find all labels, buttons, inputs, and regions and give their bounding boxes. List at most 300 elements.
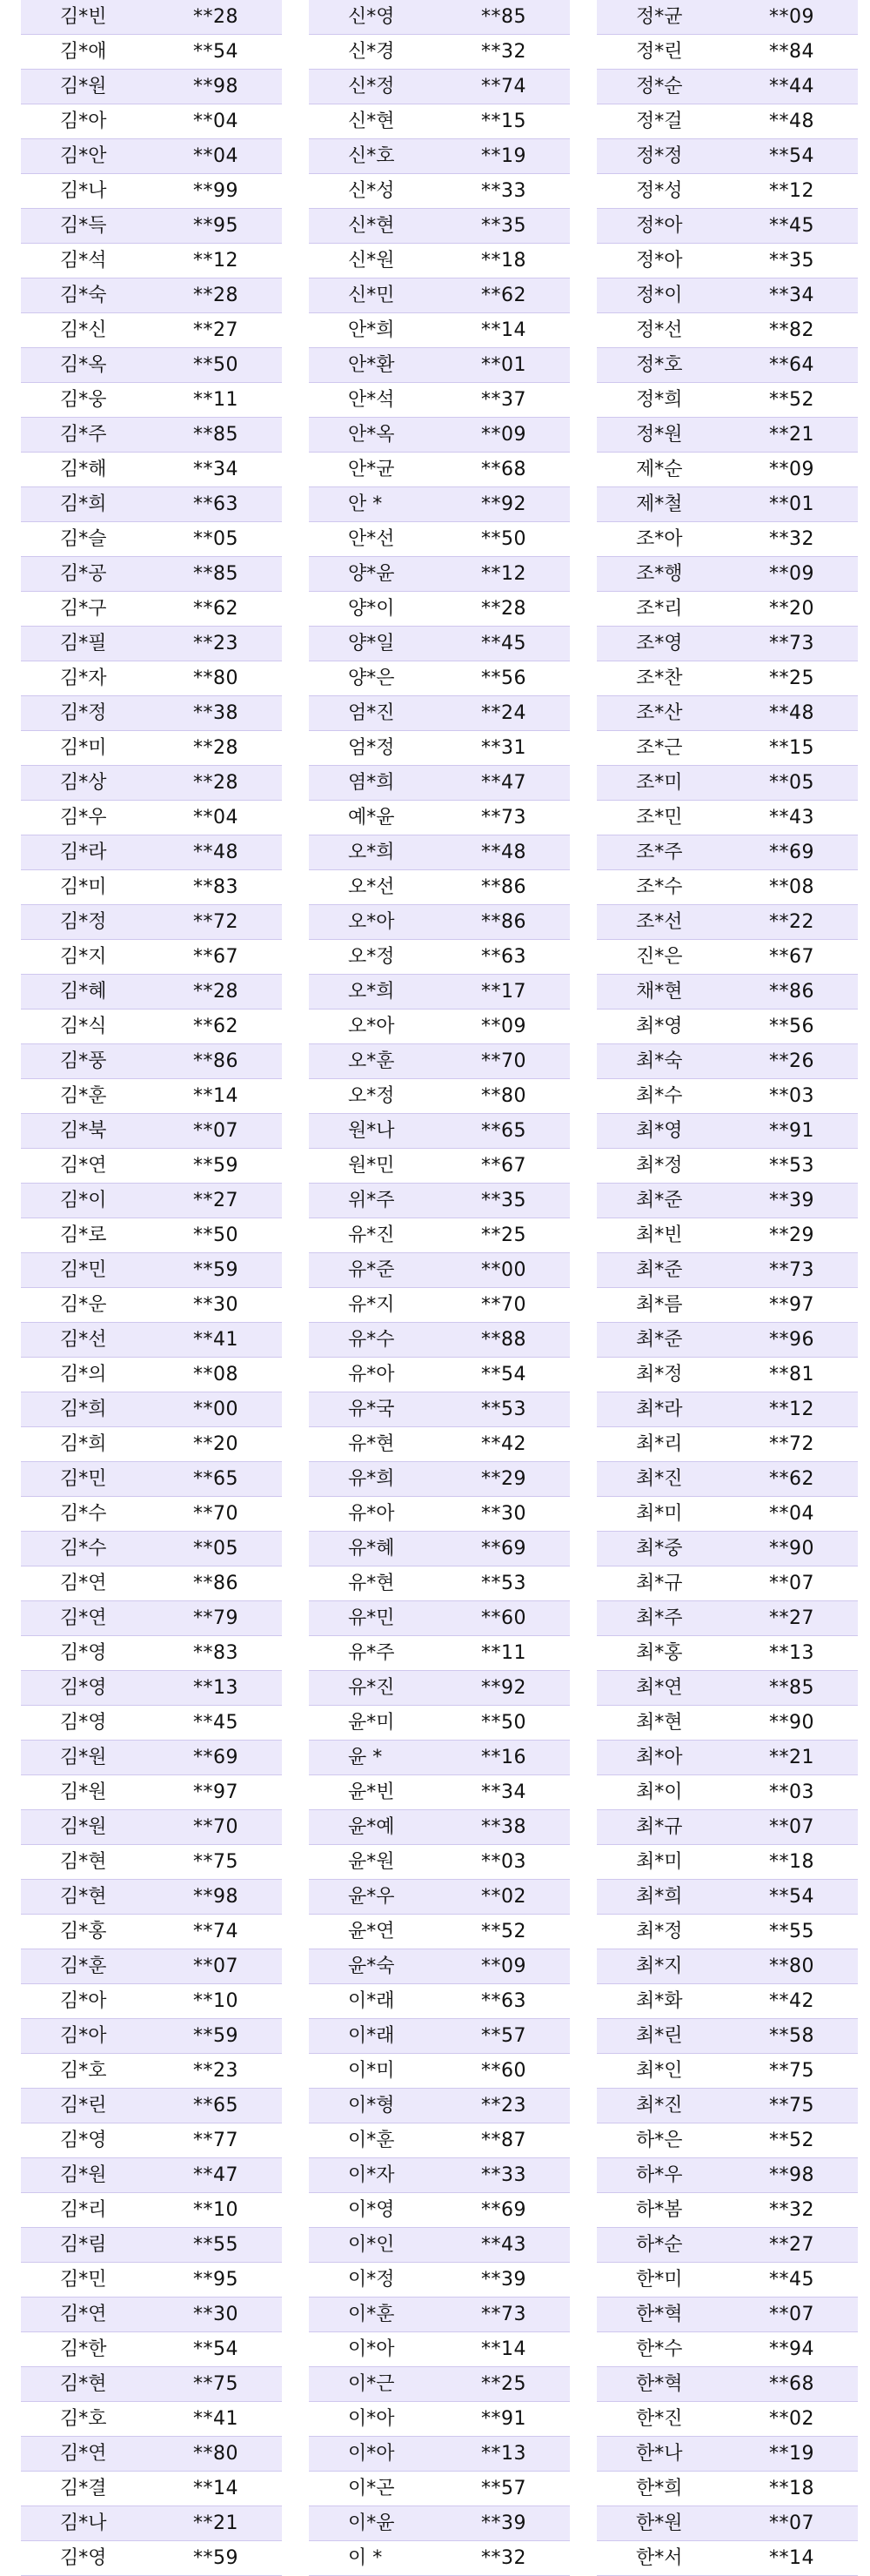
list-row [21,1741,282,1775]
masked-name: 최*아 [636,1747,683,1768]
masked-number: **01 [769,493,814,515]
list-row [597,0,858,35]
list-row [597,2054,858,2089]
masked-number: **27 [193,319,238,341]
list-row [21,244,282,278]
masked-number: **73 [769,1259,814,1281]
masked-name: 김*영 [60,2547,107,2569]
masked-name: 김*우 [60,807,107,828]
masked-number: **32 [769,2199,814,2221]
list-row [309,139,570,174]
masked-name: 이*인 [348,2234,395,2256]
masked-number: **70 [193,1503,238,1525]
masked-name: 오*훈 [348,1050,395,1072]
masked-name: 이*윤 [348,2512,395,2534]
masked-number: **58 [769,2025,814,2047]
masked-number: **70 [193,1816,238,1838]
list-row [597,1358,858,1392]
list-row [21,487,282,522]
masked-name: 정*원 [636,424,683,446]
list-row [21,2228,282,2263]
masked-number: **41 [193,2408,238,2430]
masked-name: 이*훈 [348,2304,395,2325]
masked-number: **07 [193,1955,238,1977]
list-row [597,1671,858,1706]
masked-number: **20 [769,598,814,620]
masked-number: **23 [481,2095,526,2116]
list-row [309,592,570,627]
list-row [21,522,282,557]
list-row [309,1949,570,1984]
masked-name: 안*희 [348,319,395,341]
masked-name: 김*민 [60,1468,107,1490]
masked-name: 제*철 [636,493,683,515]
masked-name: 김*웅 [60,389,107,411]
masked-number: **44 [769,76,814,97]
masked-name: 김*연 [60,1607,107,1629]
masked-name: 김*연 [60,1155,107,1177]
masked-number: **21 [769,1747,814,1768]
masked-name: 유*지 [348,1294,395,1316]
masked-number: **97 [193,1781,238,1803]
masked-number: **86 [481,911,526,933]
masked-number: **34 [481,1781,526,1803]
masked-number: **39 [481,2269,526,2291]
masked-name: 윤*숙 [348,1955,395,1977]
masked-name: 정*성 [636,180,683,202]
masked-number: **25 [481,1224,526,1246]
list-row [597,418,858,453]
list-row [21,1392,282,1427]
list-row [597,174,858,209]
list-row [309,1671,570,1706]
list-row [597,2263,858,2298]
masked-number: **79 [193,1607,238,1629]
masked-number: **73 [481,807,526,828]
list-row [597,453,858,487]
masked-name: 김*한 [60,2338,107,2360]
masked-name: 원*나 [348,1120,395,1142]
masked-number: **60 [481,1607,526,1629]
masked-name: 예*윤 [348,807,395,828]
list-row [21,1949,282,1984]
masked-name: 김*원 [60,1747,107,1768]
list-row [597,801,858,835]
masked-name: 정*이 [636,285,683,306]
masked-number: **62 [481,285,526,306]
masked-name: 최*규 [636,1816,683,1838]
masked-name: 김*미 [60,876,107,898]
masked-name: 최*중 [636,1538,683,1560]
list-row [21,174,282,209]
masked-number: **85 [769,1677,814,1699]
masked-number: **54 [193,2338,238,2360]
list-row [597,209,858,244]
masked-name: 오*아 [348,1016,395,1037]
masked-name: 한*혁 [636,2373,683,2395]
masked-name: 안*석 [348,389,395,411]
masked-number: **04 [193,145,238,167]
masked-number: **28 [193,6,238,28]
masked-name: 유*아 [348,1503,395,1525]
list-row [309,2506,570,2541]
masked-number: **27 [193,1190,238,1211]
masked-number: **03 [481,1851,526,1873]
list-row [597,1775,858,1810]
list-row [309,1079,570,1114]
masked-name: 김*원 [60,1816,107,1838]
list-row [597,1114,858,1149]
masked-name: 엄*진 [348,702,395,724]
list-row [309,1497,570,1532]
list-row [21,2158,282,2193]
masked-number: **55 [193,2234,238,2256]
masked-name: 신*원 [348,250,395,272]
masked-number: **30 [481,1503,526,1525]
list-row [597,1010,858,1044]
masked-name: 양*이 [348,598,395,620]
list-row [21,1288,282,1323]
list-row [21,1462,282,1497]
masked-name: 김*민 [60,2269,107,2291]
masked-number: **98 [193,76,238,97]
masked-name: 유*국 [348,1399,395,1420]
list-row [21,1427,282,1462]
list-row [597,1044,858,1079]
masked-number: **91 [769,1120,814,1142]
masked-number: **52 [481,1921,526,1942]
masked-name: 김*옥 [60,354,107,376]
masked-name: 이*아 [348,2408,395,2430]
list-row [309,244,570,278]
list-row [597,1497,858,1532]
masked-name: 김*식 [60,1016,107,1037]
list-row [21,2437,282,2472]
list-row [597,1566,858,1601]
list-row [21,104,282,139]
list-row [21,1566,282,1601]
masked-name: 유*주 [348,1642,395,1664]
masked-name: 김*슬 [60,528,107,550]
list-row [309,348,570,383]
masked-name: 정*순 [636,76,683,97]
list-row [21,35,282,70]
masked-number: **27 [769,2234,814,2256]
masked-number: **22 [769,911,814,933]
list-row [309,70,570,104]
list-row [309,2158,570,2193]
name-column-1 [21,0,282,2576]
masked-number: **32 [769,528,814,550]
masked-name: 안*환 [348,354,395,376]
masked-number: **57 [481,2478,526,2499]
masked-number: **83 [193,1642,238,1664]
masked-name: 최*준 [636,1329,683,1351]
masked-number: **73 [481,2304,526,2325]
list-row [597,383,858,418]
list-row [309,1845,570,1880]
masked-number: **11 [193,389,238,411]
masked-name: 조*리 [636,598,683,620]
masked-name: 신*성 [348,180,395,202]
masked-number: **39 [769,1190,814,1211]
masked-name: 김*석 [60,250,107,272]
masked-number: **48 [193,842,238,863]
list-row [309,1358,570,1392]
list-row [309,2298,570,2332]
masked-number: **90 [769,1538,814,1560]
masked-name: 엄*정 [348,737,395,759]
masked-number: **19 [481,145,526,167]
masked-number: **75 [769,2060,814,2082]
masked-number: **50 [193,354,238,376]
masked-name: 김*원 [60,1781,107,1803]
masked-number: **67 [769,946,814,968]
masked-name: 윤*빈 [348,1781,395,1803]
masked-name: 김*희 [60,1399,107,1420]
masked-number: **39 [481,2512,526,2534]
masked-number: **52 [769,2130,814,2151]
list-row [309,1984,570,2019]
masked-number: **18 [481,250,526,272]
list-row [597,522,858,557]
list-row [597,1636,858,1671]
masked-name: 김*자 [60,667,107,689]
masked-name: 신*호 [348,145,395,167]
list-row [597,1149,858,1184]
list-row [309,557,570,592]
masked-name: 조*찬 [636,667,683,689]
masked-number: **69 [193,1747,238,1768]
list-row [597,70,858,104]
masked-name: 정*아 [636,250,683,272]
list-row [309,0,570,35]
masked-number: **84 [769,41,814,63]
masked-number: **29 [769,1224,814,1246]
masked-name: 정*희 [636,389,683,411]
masked-number: **14 [193,1085,238,1107]
masked-name: 김*북 [60,1120,107,1142]
list-row [597,1880,858,1915]
masked-number: **19 [769,2443,814,2465]
masked-number: **75 [769,2095,814,2116]
masked-name: 김*해 [60,459,107,480]
masked-number: **65 [193,1468,238,1490]
masked-name: 이*래 [348,2025,395,2047]
masked-name: 김*훈 [60,1955,107,1977]
masked-name: 하*은 [636,2130,683,2151]
list-row [597,35,858,70]
masked-number: **88 [481,1329,526,1351]
list-row [309,2123,570,2158]
masked-number: **38 [481,1816,526,1838]
list-row [597,487,858,522]
masked-number: **91 [481,2408,526,2430]
masked-number: **42 [769,1990,814,2012]
masked-number: **04 [193,807,238,828]
list-row [597,975,858,1010]
masked-number: **48 [481,842,526,863]
masked-number: **09 [769,459,814,480]
list-row [597,104,858,139]
list-row [21,2506,282,2541]
masked-number: **07 [769,2304,814,2325]
masked-name: 유*수 [348,1329,395,1351]
masked-name: 한*수 [636,2338,683,2360]
list-row [21,1532,282,1566]
list-row [597,2228,858,2263]
list-row [309,975,570,1010]
masked-number: **35 [769,250,814,272]
list-row [21,1671,282,1706]
masked-number: **15 [769,737,814,759]
list-row [597,2472,858,2506]
masked-number: **85 [193,424,238,446]
masked-number: **09 [481,424,526,446]
list-row [309,1010,570,1044]
masked-name: 위*주 [348,1190,395,1211]
masked-name: 조*영 [636,633,683,654]
masked-name: 김*호 [60,2408,107,2430]
list-row [21,1775,282,1810]
list-row [309,2019,570,2054]
masked-number: **86 [769,981,814,1003]
masked-name: 신*현 [348,111,395,132]
masked-number: **53 [481,1573,526,1594]
masked-name: 정*정 [636,145,683,167]
masked-number: **72 [193,911,238,933]
list-row [597,905,858,940]
masked-number: **18 [769,2478,814,2499]
list-row [309,661,570,696]
masked-name: 조*행 [636,563,683,585]
masked-name: 김*림 [60,2234,107,2256]
list-row [597,278,858,313]
list-row [21,1915,282,1949]
list-row [21,453,282,487]
masked-number: **70 [481,1050,526,1072]
masked-name: 김*나 [60,2512,107,2534]
masked-name: 염*희 [348,772,395,794]
list-row [21,1149,282,1184]
list-row [597,139,858,174]
masked-number: **05 [769,772,814,794]
list-row [597,557,858,592]
masked-number: **90 [769,1712,814,1734]
masked-number: **62 [769,1468,814,1490]
masked-number: **03 [769,1085,814,1107]
masked-name: 이*아 [348,2443,395,2465]
masked-name: 김*아 [60,2025,107,2047]
masked-name: 신*경 [348,41,395,63]
list-row [21,2298,282,2332]
list-row [309,2263,570,2298]
masked-name: 김*현 [60,1851,107,1873]
list-row [597,1079,858,1114]
masked-name: 최*주 [636,1607,683,1629]
masked-number: **28 [193,981,238,1003]
masked-number: **09 [769,563,814,585]
masked-name: 유*현 [348,1433,395,1455]
masked-number: **63 [193,493,238,515]
list-row [597,2541,858,2576]
masked-number: **82 [769,319,814,341]
masked-name: 김*원 [60,76,107,97]
list-row [309,1775,570,1810]
list-row [309,1462,570,1497]
list-row [21,1358,282,1392]
list-row [597,1984,858,2019]
masked-number: **08 [193,1364,238,1385]
list-row [309,627,570,661]
masked-number: **95 [193,215,238,237]
masked-number: **52 [769,389,814,411]
masked-name: 최*화 [636,1990,683,2012]
list-row [597,2437,858,2472]
list-row [309,766,570,801]
list-row [309,313,570,348]
masked-number: **62 [193,1016,238,1037]
name-column-3 [597,0,858,2576]
masked-number: **09 [769,6,814,28]
masked-number: **59 [193,2547,238,2569]
masked-number: **69 [481,2199,526,2221]
list-row [21,348,282,383]
masked-number: **81 [769,1364,814,1385]
list-row [21,592,282,627]
list-row [597,940,858,975]
masked-name: 김*원 [60,2164,107,2186]
masked-number: **43 [769,807,814,828]
masked-name: 최*이 [636,1781,683,1803]
masked-name: 조*아 [636,528,683,550]
list-row [597,2193,858,2228]
masked-number: **02 [769,2408,814,2430]
masked-name: 오*희 [348,842,395,863]
list-row [309,1915,570,1949]
masked-name: 이*근 [348,2373,395,2395]
masked-number: **09 [481,1955,526,1977]
masked-number: **38 [193,702,238,724]
list-row [309,1253,570,1288]
masked-name: 오*선 [348,876,395,898]
masked-number: **85 [193,563,238,585]
masked-number: **13 [481,2443,526,2465]
list-row [309,2228,570,2263]
masked-name: 김*아 [60,111,107,132]
masked-number: **09 [481,1016,526,1037]
masked-name: 김*정 [60,911,107,933]
masked-name: 조*선 [636,911,683,933]
masked-number: **14 [193,2478,238,2499]
masked-name: 한*혁 [636,2304,683,2325]
masked-number: **59 [193,1155,238,1177]
masked-number: **07 [769,1816,814,1838]
list-row [21,2054,282,2089]
list-row [309,835,570,870]
list-row [309,35,570,70]
masked-name: 최*린 [636,2025,683,2047]
list-row [309,2054,570,2089]
masked-name: 유*희 [348,1468,395,1490]
masked-name: 김*아 [60,1990,107,2012]
masked-number: **53 [769,1155,814,1177]
list-row [309,522,570,557]
masked-name: 조*미 [636,772,683,794]
masked-number: **99 [193,180,238,202]
list-row [21,278,282,313]
masked-number: **00 [193,1399,238,1420]
